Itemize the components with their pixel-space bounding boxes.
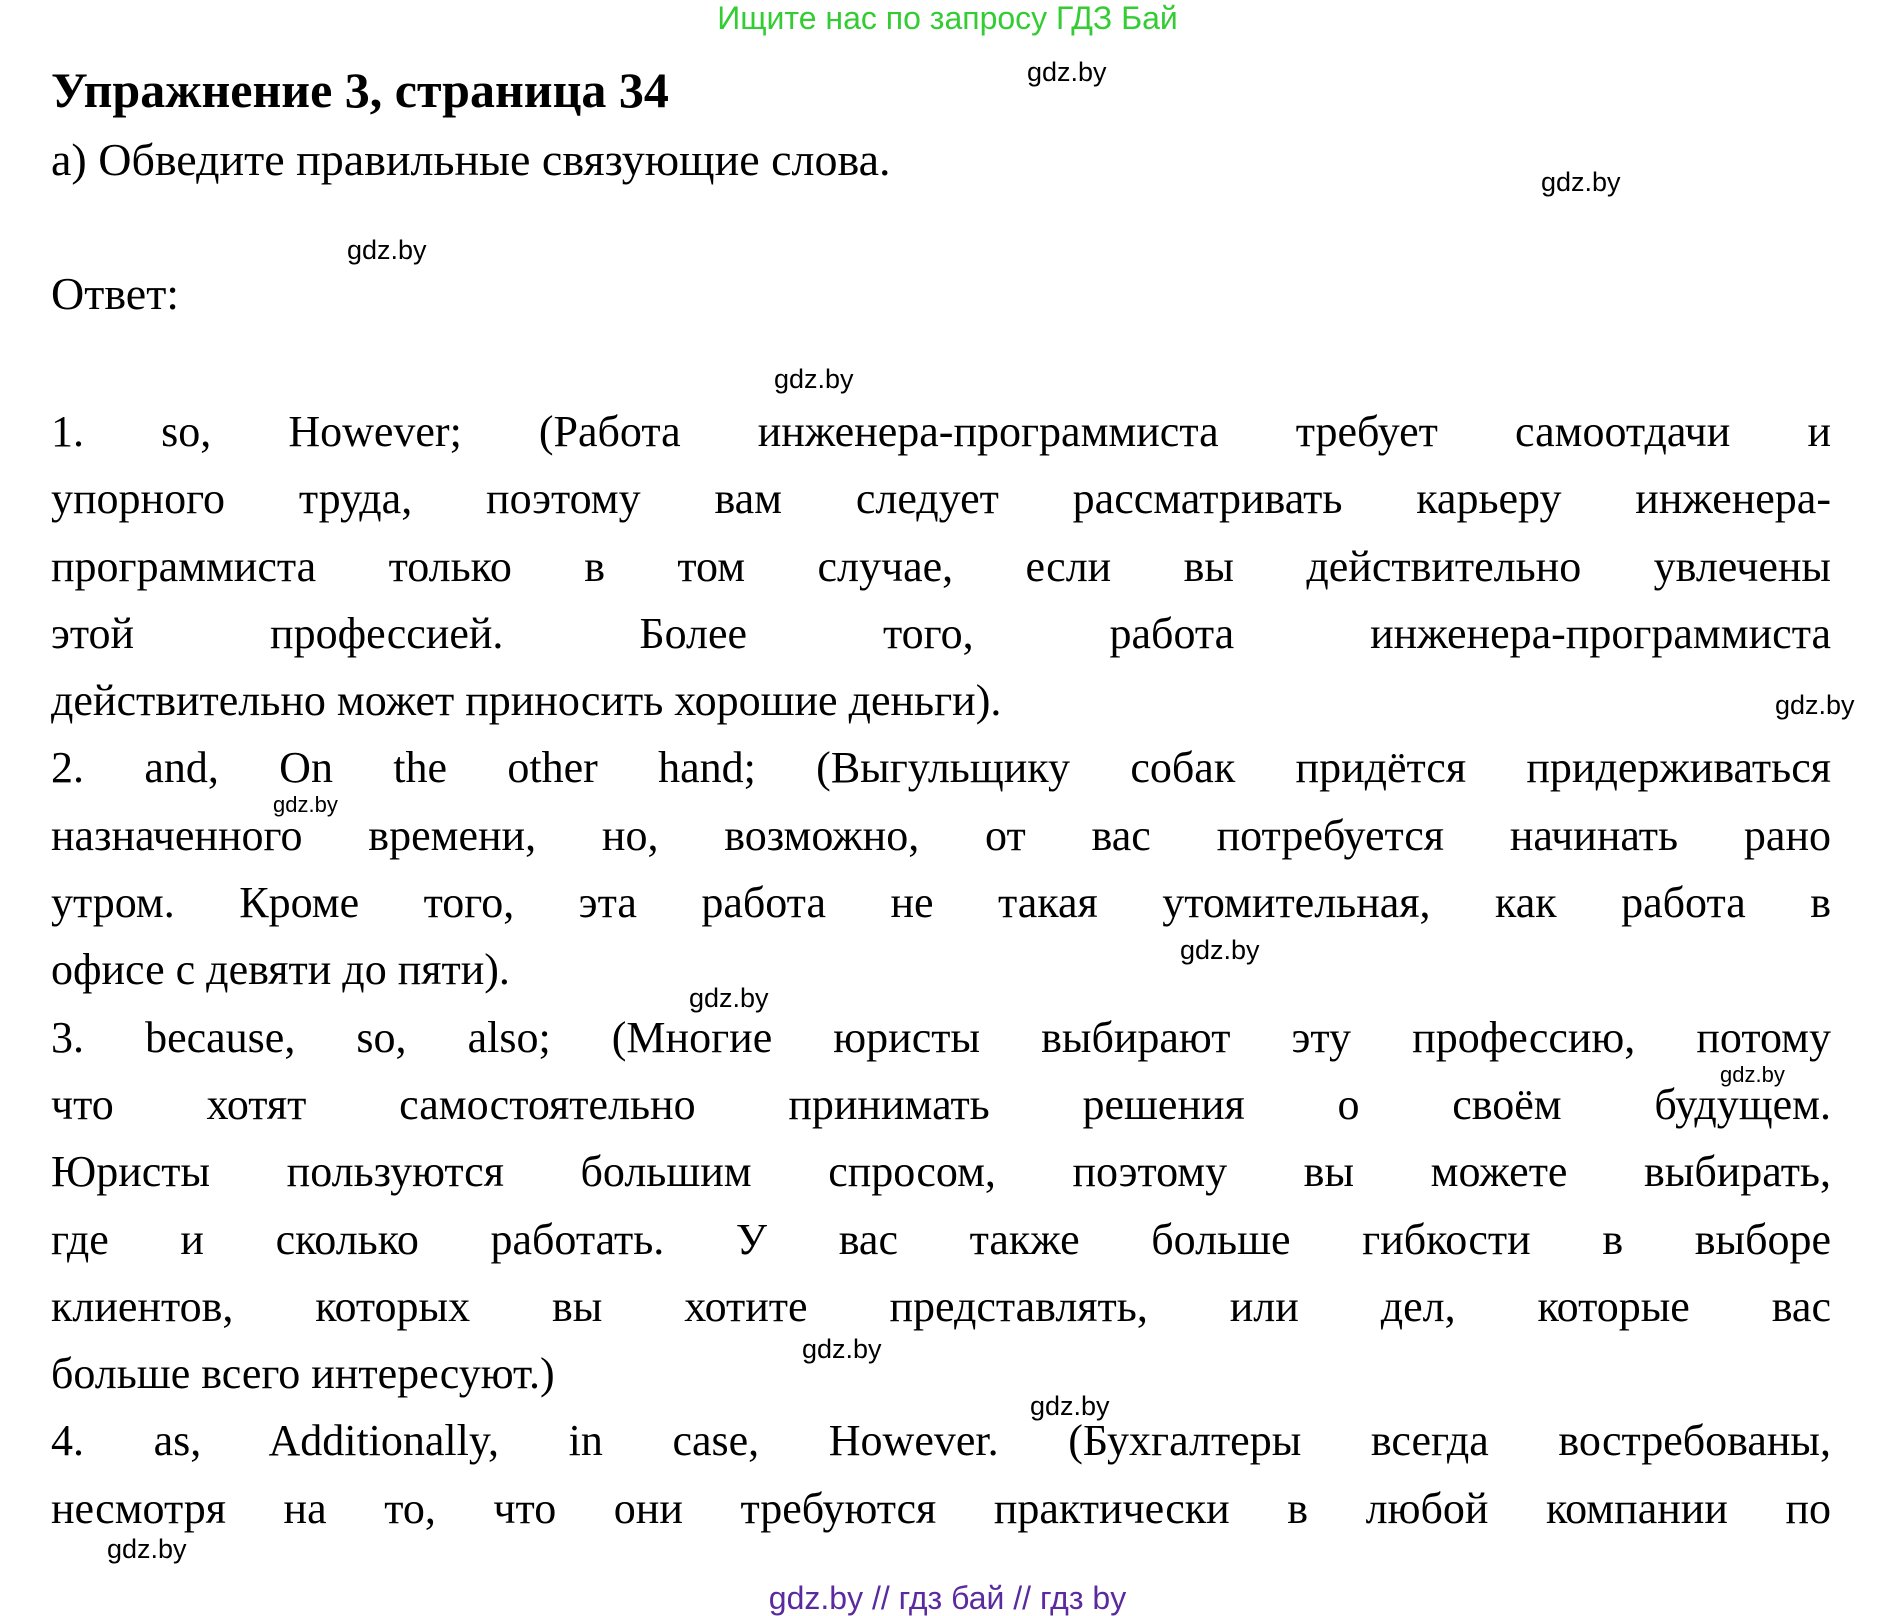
text-line: действительно может приносить хорошие деньги).: [51, 676, 1002, 726]
footer-links: gdz.by // гдз бай // гдз by: [768, 1580, 1127, 1616]
text-line: утром. Кроме того, эта работа не такая утомительная, как работа в: [51, 878, 1831, 928]
page-title: Упражнение 3, страница 34: [51, 62, 669, 118]
text-line: назначенного времени, но, возможно, от вас потребуется начинать рано: [51, 810, 1831, 860]
answer-body: [51, 398, 1831, 1542]
watermark: gdz.by: [1720, 1062, 1785, 1087]
text-line: программиста только в том случае, если вы действительно увлечены: [51, 541, 1831, 591]
text-line: клиентов, которых вы хотите представлять, или дел, которые вас: [51, 1281, 1831, 1331]
text-line: несмотря на то, что они требуются практически в любой компании по: [51, 1483, 1831, 1533]
watermark: gdz.by: [802, 1334, 882, 1364]
text-line: Юристы пользуются большим спросом, поэтому вы можете выбирать,: [51, 1147, 1831, 1197]
search-banner: Ищите нас по запросу ГДЗ Бай: [717, 0, 1178, 36]
watermark: gdz.by: [1027, 57, 1107, 87]
text-line: 4. as, Additionally, in case, However. (Бухгалтеры всегда востребованы,: [51, 1416, 1831, 1466]
watermark: gdz.by: [347, 235, 427, 265]
watermark: gdz.by: [774, 364, 854, 394]
watermark: gdz.by: [273, 792, 338, 817]
text-line: где и сколько работать. У вас также больше гибкости в выборе: [51, 1214, 1831, 1264]
text-line: что хотят самостоятельно принимать решения о своём будущем.: [51, 1079, 1831, 1129]
text-line: упорного труда, поэтому вам следует рассматривать карьеру инженера-: [51, 474, 1831, 524]
text-line: 3. because, so, also; (Многие юристы выбирают эту профессию, потому: [51, 1012, 1831, 1062]
watermark: gdz.by: [689, 983, 769, 1013]
text-line: офисе с девяти до пяти).: [51, 945, 510, 995]
text-line: 2. and, On the other hand; (Выгульщику собак придётся придерживаться: [51, 743, 1831, 793]
watermark: gdz.by: [1541, 167, 1621, 197]
answer-label: Ответ:: [51, 268, 180, 319]
watermark: gdz.by: [1030, 1391, 1110, 1421]
text-line: 1. so, However; (Работа инженера-программиста требует самоотдачи и: [51, 407, 1831, 456]
task-text: а) Обведите правильные связующие слова.: [51, 134, 891, 185]
watermark: gdz.by: [1180, 935, 1260, 965]
watermark: gdz.by: [1775, 690, 1855, 720]
text-line: больше всего интересуют.): [51, 1349, 555, 1399]
text-line: этой профессией. Более того, работа инженера-программиста: [51, 608, 1831, 658]
watermark: gdz.by: [107, 1534, 187, 1564]
